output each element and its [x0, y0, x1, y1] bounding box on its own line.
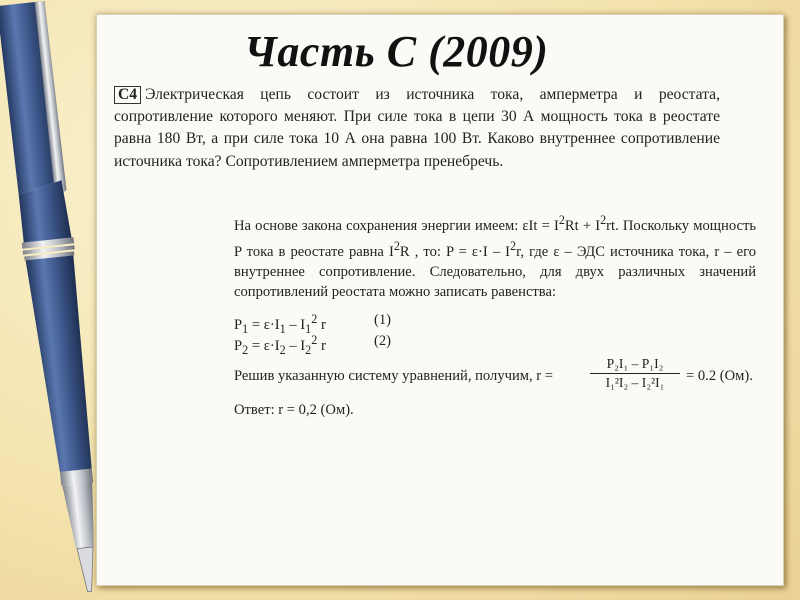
eq-subscript: 2	[305, 342, 312, 357]
task-statement	[114, 84, 720, 173]
eq-subscript: 2	[279, 342, 286, 357]
solution-paragraph	[234, 210, 756, 303]
result-text: Решив указанную систему уравнений, получим, r =	[234, 368, 554, 384]
eq-text: – I	[285, 337, 306, 354]
superscript: 2	[393, 239, 400, 254]
solution-text: rt. Поскольку мощность P тока в реостате равна I	[234, 217, 756, 260]
superscript: 2	[600, 213, 607, 227]
eq-symbol: P	[234, 316, 243, 333]
eq-superscript: 2	[311, 333, 318, 347]
eq-subscript: 2	[242, 342, 249, 357]
eq-subscript: 1	[305, 321, 312, 336]
result-fraction	[590, 356, 680, 391]
task-text: Электрическая цепь состоит из источника тока, амперметра и реостата, сопротивление которого меняют. При силе тока в цепи 30 А мощность тока в реостате равна 180 Вт, а при силе тока 10 А она равна 100 Вт. Каково внутреннее сопротивление источника тока? Сопротивлением амперметра пренебречь.	[114, 86, 720, 170]
solution-text: Rt + I	[564, 217, 601, 234]
solution-text: На основе закона сохранения энергии имеем: εIt = I	[234, 217, 559, 234]
eq-superscript: 2	[311, 312, 318, 326]
eq-text: r	[317, 337, 326, 354]
result-value: = 0.2 (Ом).	[686, 368, 753, 384]
eq-text: = ε·I	[248, 337, 280, 354]
answer-line: Ответ: r = 0,2 (Ом).	[234, 402, 354, 418]
equation-number: (1)	[374, 312, 392, 328]
result-line	[234, 356, 774, 402]
equation-2	[234, 333, 392, 358]
superscript: 2	[558, 213, 565, 227]
solution-text: r, где ε – ЭДС источника тока, r – его внутреннее сопротивление. Следовательно, для двух различных значений сопротивлений реостата можно записать равенства:	[234, 243, 756, 301]
fraction-denominator: I₁²I₂ – I₂²I₁	[605, 375, 665, 390]
eq-text: = ε·I	[248, 316, 280, 333]
eq-text: – I	[285, 316, 306, 333]
slide-title: Часть С (2009)	[244, 27, 549, 76]
task-id-badge: C4	[114, 86, 141, 104]
fraction-numerator: P₂I₁ – P₁I₂	[590, 356, 680, 374]
eq-subscript: 1	[279, 321, 286, 336]
equation-number: (2)	[374, 333, 392, 349]
eq-subscript: 1	[242, 321, 249, 336]
superscript: 2	[510, 239, 517, 254]
eq-text: r	[317, 316, 326, 333]
solution-text: R , то: P = ε·I – I	[399, 243, 511, 260]
eq-symbol: P	[234, 337, 243, 354]
